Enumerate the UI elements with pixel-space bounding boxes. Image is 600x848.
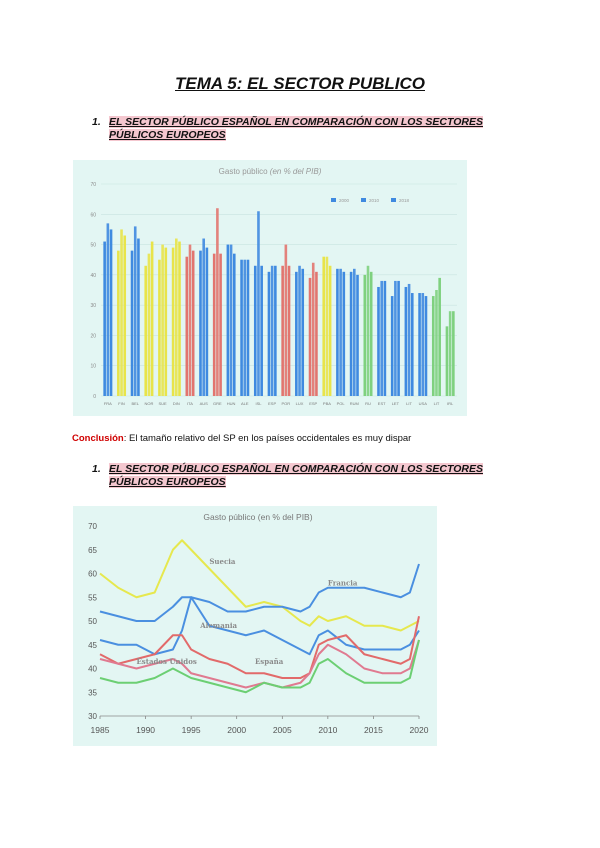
x-tick-label: 1995 xyxy=(181,725,201,735)
y-tick-label: 40 xyxy=(90,272,96,279)
legend-label: 2000 xyxy=(339,198,350,203)
x-tick-label: 1990 xyxy=(136,725,156,735)
bar xyxy=(356,275,359,396)
page-title: TEMA 5: EL SECTOR PUBLICO xyxy=(175,74,425,93)
bar xyxy=(411,293,414,396)
bar xyxy=(158,260,161,396)
x-tick-label: POR xyxy=(281,401,291,406)
section-number: 1. xyxy=(92,116,101,128)
bar xyxy=(137,239,140,396)
x-tick-label: 2005 xyxy=(272,725,292,735)
x-tick-label: FRA xyxy=(103,401,112,406)
y-tick-label: 35 xyxy=(88,688,97,698)
x-tick-label: DIN xyxy=(172,401,180,406)
section-heading-2 xyxy=(92,463,512,489)
legend-label: 2010 xyxy=(369,198,380,203)
x-tick-label: 2010 xyxy=(318,725,338,735)
y-tick-label: 70 xyxy=(90,182,96,188)
bar xyxy=(394,281,397,396)
bar xyxy=(322,257,325,396)
y-tick-label: 50 xyxy=(88,617,97,626)
x-tick-label: ESP xyxy=(309,401,318,406)
y-tick-label: 30 xyxy=(88,712,97,721)
series-label: Estados Unidos xyxy=(136,656,197,666)
bar xyxy=(243,260,246,396)
x-tick-label: RUM xyxy=(349,401,359,406)
bar xyxy=(161,245,164,396)
line-chart-gasto-publico xyxy=(73,506,437,746)
bar xyxy=(288,266,291,396)
bar xyxy=(134,226,137,396)
x-tick-label: 2015 xyxy=(363,725,383,735)
bar xyxy=(254,266,257,396)
y-tick-label: 20 xyxy=(90,333,96,340)
series-label: España xyxy=(254,656,284,666)
conclusion-text: : El tamaño relativo del SP en los países occidentales es muy dispar xyxy=(123,433,412,444)
bar xyxy=(367,266,370,396)
bar xyxy=(421,293,424,396)
bar xyxy=(435,290,438,396)
x-tick-label: USA xyxy=(418,401,427,406)
bar xyxy=(274,266,277,396)
bar xyxy=(144,266,147,396)
bar xyxy=(397,281,400,396)
series-label: Francia xyxy=(327,578,358,588)
bar xyxy=(353,269,356,396)
x-tick-label: IRL xyxy=(447,401,454,406)
bar xyxy=(295,272,298,396)
y-tick-label: 60 xyxy=(88,569,97,579)
y-tick-label: 45 xyxy=(88,640,97,650)
bar xyxy=(350,272,353,396)
bar xyxy=(151,242,154,396)
bar xyxy=(206,248,209,396)
x-tick-label: LIT xyxy=(406,401,412,406)
legend-swatch xyxy=(331,198,336,202)
x-tick-label: AUS xyxy=(199,401,208,406)
bar xyxy=(165,248,168,396)
bar xyxy=(301,269,304,396)
legend-swatch xyxy=(391,198,396,202)
x-tick-label: 1985 xyxy=(90,725,110,735)
bar xyxy=(405,287,408,396)
section-heading-1 xyxy=(92,116,512,142)
y-tick-label: 10 xyxy=(90,363,96,370)
bar-chart-gasto-publico xyxy=(73,160,467,416)
bar xyxy=(432,296,435,396)
bar xyxy=(268,272,271,396)
bar xyxy=(189,245,192,396)
x-tick-label: BEL xyxy=(131,401,140,406)
bar xyxy=(175,239,178,396)
bar xyxy=(247,260,250,396)
x-tick-label: ALE xyxy=(240,401,249,406)
legend-label: 2018 xyxy=(399,198,410,203)
series-label: Alemania xyxy=(200,621,238,631)
x-tick-label: HUN xyxy=(226,401,236,406)
y-tick-label: 50 xyxy=(90,242,96,249)
x-tick-label: SUE xyxy=(158,401,167,406)
y-tick-label: 65 xyxy=(88,545,97,555)
bar xyxy=(339,269,342,396)
legend-swatch xyxy=(361,198,366,202)
bar xyxy=(103,242,106,396)
bar xyxy=(336,269,339,396)
chart-title: Gasto público (en % del PIB) xyxy=(203,512,313,522)
bar xyxy=(312,263,315,396)
bar xyxy=(117,251,120,396)
bar xyxy=(233,254,236,396)
conclusion xyxy=(72,433,411,444)
bar xyxy=(131,251,134,396)
bar xyxy=(329,266,332,396)
y-tick-label: 60 xyxy=(90,212,96,219)
x-tick-label: ISL xyxy=(255,401,262,406)
bar xyxy=(377,287,380,396)
bar xyxy=(120,229,123,396)
bar xyxy=(271,266,274,396)
x-tick-label: ESP xyxy=(268,401,277,406)
bar xyxy=(192,251,195,396)
bar xyxy=(172,248,175,396)
x-tick-label: NOR xyxy=(144,401,154,406)
bar xyxy=(364,275,367,396)
bar xyxy=(315,272,318,396)
bar xyxy=(178,242,181,396)
bar xyxy=(384,281,387,396)
bar xyxy=(219,254,222,396)
y-tick-label: 55 xyxy=(88,593,97,603)
bar xyxy=(260,266,263,396)
bar xyxy=(370,272,373,396)
bar xyxy=(240,260,243,396)
bar xyxy=(202,239,205,396)
bar xyxy=(107,223,110,396)
bar xyxy=(449,311,452,396)
y-tick-label: 30 xyxy=(90,303,96,310)
x-tick-label: POL xyxy=(336,401,345,406)
y-tick-label: 70 xyxy=(88,522,97,531)
chart-title-suffix: (en % del PIB) xyxy=(269,167,322,176)
bar xyxy=(216,208,219,396)
bar xyxy=(110,229,113,396)
bar xyxy=(391,296,394,396)
bar xyxy=(408,284,411,396)
x-tick-label: LET xyxy=(391,401,400,406)
bar xyxy=(227,245,230,396)
bar xyxy=(285,245,288,396)
bar xyxy=(199,251,202,396)
bar xyxy=(326,257,329,396)
y-tick-label: 40 xyxy=(88,664,97,674)
bar xyxy=(380,281,383,396)
x-tick-label: EST xyxy=(377,401,386,406)
bar xyxy=(309,278,312,396)
bar xyxy=(213,254,216,396)
section-heading-text: EL SECTOR PÚBLICO ESPAÑOL EN COMPARACIÓN CON LOS SECTORES PÚBLICOS EUROPEOS xyxy=(109,116,483,141)
section-number: 1. xyxy=(92,463,101,475)
x-tick-label: LUX xyxy=(295,401,304,406)
bar xyxy=(230,245,233,396)
bar xyxy=(425,296,428,396)
y-tick-label: 0 xyxy=(93,394,96,400)
series-label: Suecia xyxy=(209,557,236,566)
bar xyxy=(446,326,449,396)
x-tick-label: RU xyxy=(365,401,371,406)
x-tick-label: 2020 xyxy=(409,725,429,735)
x-tick-label: ITA xyxy=(187,401,193,406)
x-tick-label: FIN xyxy=(118,401,125,406)
x-tick-label: 2000 xyxy=(227,725,247,735)
bar xyxy=(298,266,301,396)
bar xyxy=(281,266,284,396)
bar xyxy=(148,254,151,396)
x-tick-label: LIT xyxy=(433,401,440,406)
bar xyxy=(186,257,189,396)
bar xyxy=(343,272,346,396)
conclusion-label: Conclusión xyxy=(72,433,124,444)
bar xyxy=(438,278,441,396)
section-heading-text: EL SECTOR PÚBLICO ESPAÑOL EN COMPARACIÓN CON LOS SECTORES PÚBLICOS EUROPEOS xyxy=(109,463,483,488)
bar xyxy=(123,235,126,396)
bar xyxy=(257,211,260,396)
x-tick-label: PBA xyxy=(322,401,331,406)
bar xyxy=(418,293,421,396)
bar xyxy=(452,311,455,396)
x-tick-label: GRE xyxy=(213,401,222,406)
chart-title: Gasto público (en % del PIB) xyxy=(218,167,322,176)
